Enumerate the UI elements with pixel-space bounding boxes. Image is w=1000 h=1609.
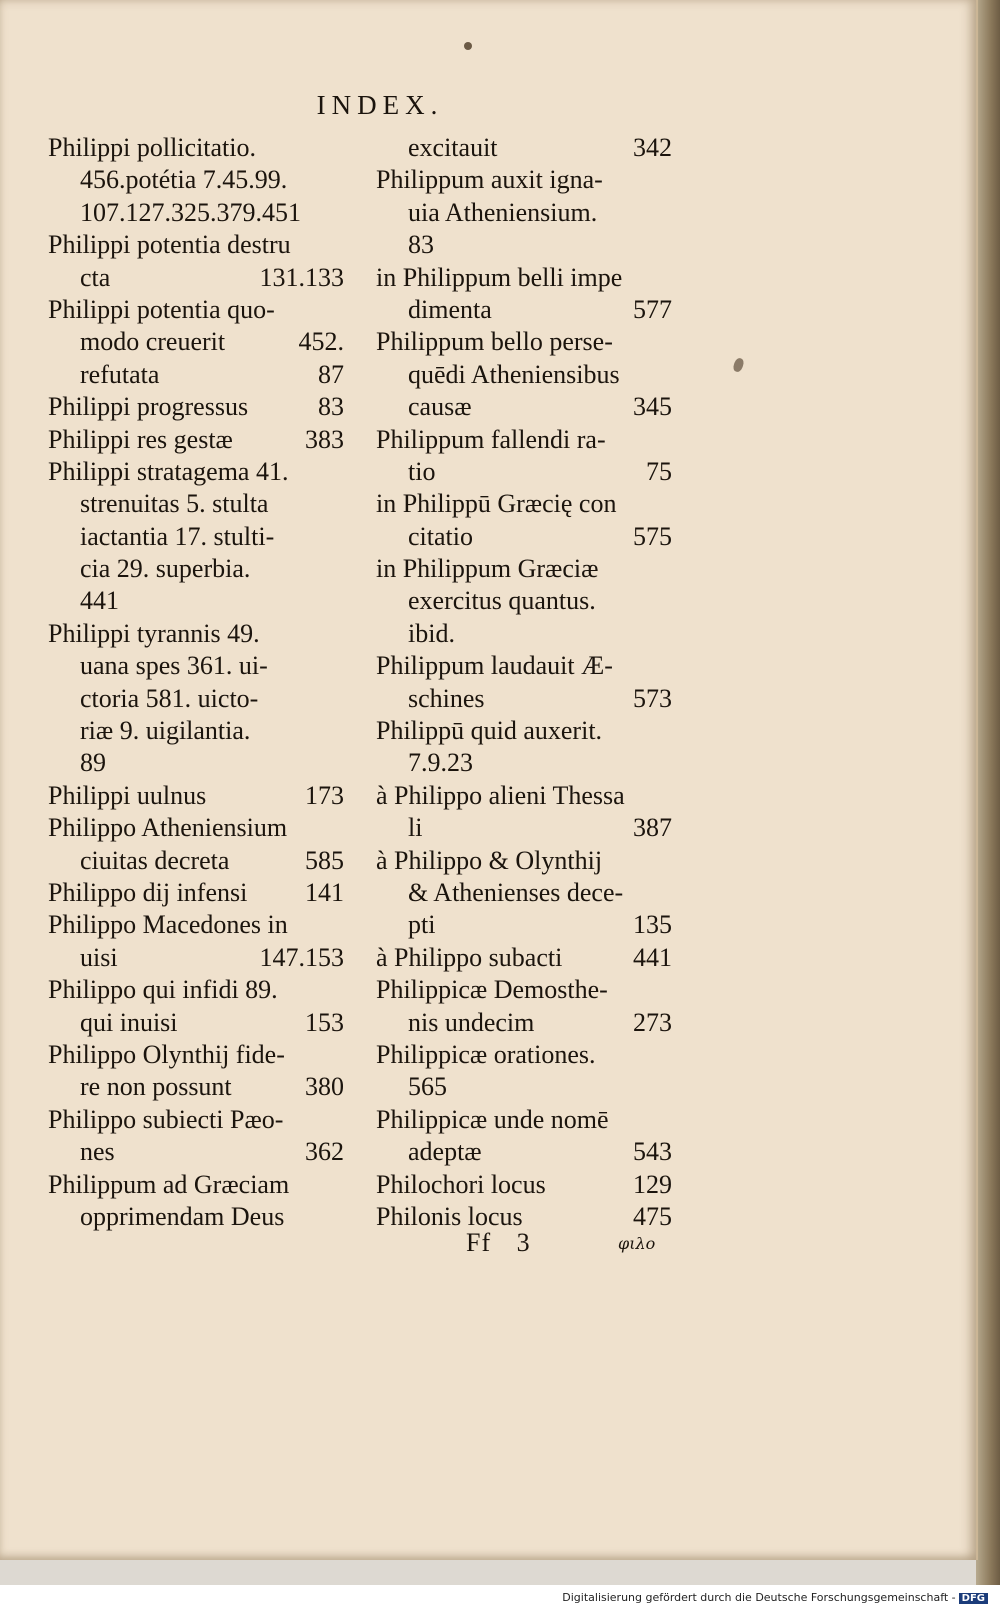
entry-page-ref: 342 bbox=[633, 133, 672, 162]
entry-text: cta bbox=[80, 262, 111, 292]
entry-text: à Philippo subacti bbox=[376, 942, 563, 972]
entry-text: Philippo Macedones in bbox=[48, 910, 288, 940]
index-entry-line bbox=[376, 812, 672, 844]
entry-text: citatio bbox=[408, 521, 473, 551]
entry-page-ref: 543 bbox=[633, 1137, 672, 1167]
index-column-right bbox=[376, 132, 672, 1233]
entry-text: Philippo Atheniensium bbox=[48, 813, 288, 843]
index-entry-line bbox=[376, 1104, 672, 1136]
index-entry-line bbox=[48, 845, 344, 877]
entry-text: Philippum fallendi ra- bbox=[376, 424, 606, 454]
entry-page-ref: 585 bbox=[305, 845, 344, 875]
index-entry-line bbox=[376, 488, 672, 520]
index-entry-line bbox=[376, 845, 672, 877]
index-entry-line bbox=[48, 391, 344, 423]
entry-text: Philippum laudauit Æ- bbox=[376, 651, 613, 681]
digitization-credit bbox=[562, 1591, 988, 1604]
entry-page-ref: 135 bbox=[633, 910, 672, 940]
entry-text: Philochori locus bbox=[376, 1169, 546, 1199]
index-entry-line bbox=[376, 553, 672, 585]
entry-page-ref: 577 bbox=[633, 294, 672, 324]
entry-text: adeptæ bbox=[408, 1137, 482, 1167]
index-entry-line bbox=[376, 585, 672, 617]
entry-text: excitauit bbox=[408, 133, 498, 162]
index-entry-line bbox=[48, 229, 344, 261]
index-entry-line bbox=[48, 197, 344, 229]
entry-page-ref: 575 bbox=[633, 521, 672, 551]
index-entry-line bbox=[376, 359, 672, 391]
ink-blot bbox=[732, 357, 745, 373]
entry-text: à Philippo alieni Thessa bbox=[376, 780, 625, 810]
entry-text: à Philippo & Olynthij bbox=[376, 845, 603, 875]
index-column-left bbox=[48, 132, 344, 1233]
index-entry-line bbox=[48, 1104, 344, 1136]
entry-text: Philippicæ Demosthe- bbox=[376, 975, 608, 1005]
entry-text: Philippicæ unde nomē bbox=[376, 1104, 609, 1134]
dfg-logo: DFG bbox=[959, 1593, 988, 1604]
index-entry-line bbox=[376, 1071, 672, 1103]
index-entry-line bbox=[48, 132, 344, 164]
index-entry-line bbox=[376, 650, 672, 682]
index-entry-line bbox=[48, 812, 344, 844]
entry-text: in Philippum Græciæ bbox=[376, 554, 599, 584]
index-entry-line bbox=[48, 488, 344, 520]
entry-text: 107.127.325.379.451 bbox=[80, 197, 301, 227]
index-entry-line bbox=[376, 1007, 672, 1039]
entry-text: Philippum auxit igna- bbox=[376, 165, 603, 195]
entry-page-ref: 273 bbox=[633, 1007, 672, 1037]
index-entry-line bbox=[48, 909, 344, 941]
signature-letters: Ff bbox=[466, 1228, 492, 1257]
entry-text: exercitus quantus. bbox=[408, 586, 596, 616]
index-entry-line bbox=[48, 521, 344, 553]
index-entry-line bbox=[48, 1071, 344, 1103]
entry-text: 441 bbox=[80, 586, 119, 616]
entry-text: ciuitas decreta bbox=[80, 845, 230, 875]
entry-page-ref: 153 bbox=[305, 1007, 344, 1037]
index-entry-line bbox=[376, 683, 672, 715]
index-entry-line bbox=[48, 618, 344, 650]
index-entry-line bbox=[376, 942, 672, 974]
entry-page-ref: 83 bbox=[318, 392, 344, 422]
index-entry-line bbox=[48, 262, 344, 294]
entry-text: nes bbox=[80, 1137, 115, 1167]
index-entry-line bbox=[376, 197, 672, 229]
entry-text: Philippo subiecti Pæo- bbox=[48, 1104, 284, 1134]
index-entry-line bbox=[376, 1169, 672, 1201]
index-entry-line bbox=[376, 877, 672, 909]
entry-page-ref: 387 bbox=[633, 813, 672, 843]
entry-text: 565 bbox=[408, 1072, 447, 1102]
entry-page-ref: 87 bbox=[318, 359, 344, 389]
entry-text: Philippo qui infidi 89. bbox=[48, 975, 278, 1005]
index-entry-line bbox=[376, 780, 672, 812]
index-entry-line bbox=[48, 942, 344, 974]
entry-text: opprimendam Deus bbox=[80, 1201, 285, 1231]
entry-page-ref: 573 bbox=[633, 683, 672, 713]
entry-text: riæ 9. uigilantia. bbox=[80, 716, 251, 746]
book-cover-edge bbox=[976, 0, 1000, 1585]
entry-text: strenuitas 5. stulta bbox=[80, 489, 269, 519]
index-entry-line bbox=[48, 715, 344, 747]
entry-text: li bbox=[408, 813, 423, 843]
ink-dot bbox=[464, 42, 472, 50]
entry-page-ref: 362 bbox=[305, 1137, 344, 1167]
entry-text: tio bbox=[408, 456, 436, 486]
entry-text: Philippū quid auxerit. bbox=[376, 716, 603, 746]
index-entry-line bbox=[48, 294, 344, 326]
entry-page-ref: 380 bbox=[305, 1072, 344, 1102]
entry-text: Philippi res gestæ bbox=[48, 424, 233, 454]
index-entry-line bbox=[48, 1201, 344, 1233]
entry-page-ref: 475 bbox=[633, 1201, 672, 1231]
index-entry-line bbox=[376, 456, 672, 488]
index-entry-line bbox=[376, 391, 672, 423]
entry-text: 456.potétia 7.45.99. bbox=[80, 165, 288, 195]
entry-text: pti bbox=[408, 910, 436, 940]
entry-page-ref: 129 bbox=[633, 1169, 672, 1199]
entry-text: Philippi potentia destru bbox=[48, 230, 291, 260]
entry-text: Philippi potentia quo- bbox=[48, 294, 275, 324]
signature-number: 3 bbox=[516, 1228, 531, 1257]
credit-text: Digitalisierung gefördert durch die Deutsche Forschungsgemeinschaft - bbox=[562, 1591, 956, 1604]
index-entry-line bbox=[376, 1039, 672, 1071]
entry-page-ref: 383 bbox=[305, 424, 344, 454]
running-head: INDEX. bbox=[316, 90, 444, 120]
entry-text: cia 29. superbia. bbox=[80, 554, 251, 584]
entry-page-ref: 75 bbox=[646, 456, 672, 486]
entry-text: uisi bbox=[80, 942, 118, 972]
entry-text: in Philippum belli impe bbox=[376, 262, 623, 292]
index-entry-line bbox=[376, 132, 672, 164]
entry-text: Philippo Olynthij fide- bbox=[48, 1039, 285, 1069]
entry-text: dimenta bbox=[408, 294, 492, 324]
index-entry-line bbox=[48, 1007, 344, 1039]
entry-text: 83 bbox=[408, 230, 434, 260]
index-entry-line bbox=[48, 553, 344, 585]
entry-text: in Philippū Græcię con bbox=[376, 489, 617, 519]
index-entry-line bbox=[48, 456, 344, 488]
entry-text: causæ bbox=[408, 392, 472, 422]
entry-text: quēdi Atheniensibus bbox=[408, 359, 620, 389]
index-entry-line bbox=[48, 1169, 344, 1201]
entry-text: ibid. bbox=[408, 618, 455, 648]
index-entry-line bbox=[48, 1039, 344, 1071]
signature-mark bbox=[466, 1228, 531, 1258]
entry-text: 7.9.23 bbox=[408, 748, 473, 778]
entry-text: schines bbox=[408, 683, 485, 713]
index-entry-line bbox=[376, 974, 672, 1006]
index-entry-line bbox=[48, 1136, 344, 1168]
index-entry-line bbox=[376, 294, 672, 326]
entry-text: uana spes 361. ui- bbox=[80, 651, 268, 681]
catchword: φιλο bbox=[618, 1234, 656, 1253]
entry-text: uia Atheniensium. bbox=[408, 197, 598, 227]
index-entry-line bbox=[376, 1136, 672, 1168]
index-entry-line bbox=[48, 650, 344, 682]
index-entry-line bbox=[48, 683, 344, 715]
entry-page-ref: 147.153 bbox=[259, 942, 344, 972]
index-entry-line bbox=[376, 618, 672, 650]
entry-page-ref: 345 bbox=[633, 392, 672, 422]
entry-text: Philippi stratagema 41. bbox=[48, 456, 289, 486]
entry-text: nis undecim bbox=[408, 1007, 535, 1037]
entry-text: qui inuisi bbox=[80, 1007, 178, 1037]
entry-page-ref: 173 bbox=[305, 780, 344, 810]
index-entry-line bbox=[48, 747, 344, 779]
index-entry-line bbox=[48, 359, 344, 391]
entry-text: Philonis locus bbox=[376, 1201, 523, 1231]
entry-text: Philippi progressus bbox=[48, 392, 249, 422]
index-entry-line bbox=[376, 326, 672, 358]
entry-text: iactantia 17. stulti- bbox=[80, 521, 275, 551]
index-entry-line bbox=[48, 877, 344, 909]
entry-page-ref: 131.133 bbox=[259, 262, 344, 292]
index-entry-line bbox=[376, 747, 672, 779]
index-entry-line bbox=[376, 521, 672, 553]
entry-text: Philippi pollicitatio. bbox=[48, 133, 256, 162]
entry-text: re non possunt bbox=[80, 1072, 232, 1102]
entry-text: ctoria 581. uicto- bbox=[80, 683, 259, 713]
index-entry-line bbox=[376, 229, 672, 261]
index-entry-line bbox=[376, 262, 672, 294]
entry-text: & Athenienses dece- bbox=[408, 877, 624, 907]
entry-page-ref: 141 bbox=[305, 877, 344, 907]
index-entry-line bbox=[48, 780, 344, 812]
entry-page-ref: 452. bbox=[298, 327, 344, 357]
index-entry-line bbox=[48, 164, 344, 196]
entry-page-ref: 441 bbox=[633, 942, 672, 972]
index-entry-line bbox=[48, 326, 344, 358]
index-entry-line bbox=[48, 424, 344, 456]
index-entry-line bbox=[48, 585, 344, 617]
entry-text: 89 bbox=[80, 748, 106, 778]
entry-text: Philippum ad Græciam bbox=[48, 1169, 290, 1199]
entry-text: Philippi uulnus bbox=[48, 780, 207, 810]
entry-text: modo creuerit bbox=[80, 327, 226, 357]
index-entry-line bbox=[376, 909, 672, 941]
entry-text: Philippum bello perse- bbox=[376, 327, 613, 357]
index-entry-line bbox=[376, 164, 672, 196]
index-entry-line bbox=[376, 715, 672, 747]
entry-text: Philippi tyrannis 49. bbox=[48, 618, 260, 648]
index-entry-line bbox=[48, 974, 344, 1006]
entry-text: refutata bbox=[80, 359, 160, 389]
entry-text: Philippicæ orationes. bbox=[376, 1039, 596, 1069]
index-entry-line bbox=[376, 424, 672, 456]
entry-text: Philippo dij infensi bbox=[48, 877, 248, 907]
